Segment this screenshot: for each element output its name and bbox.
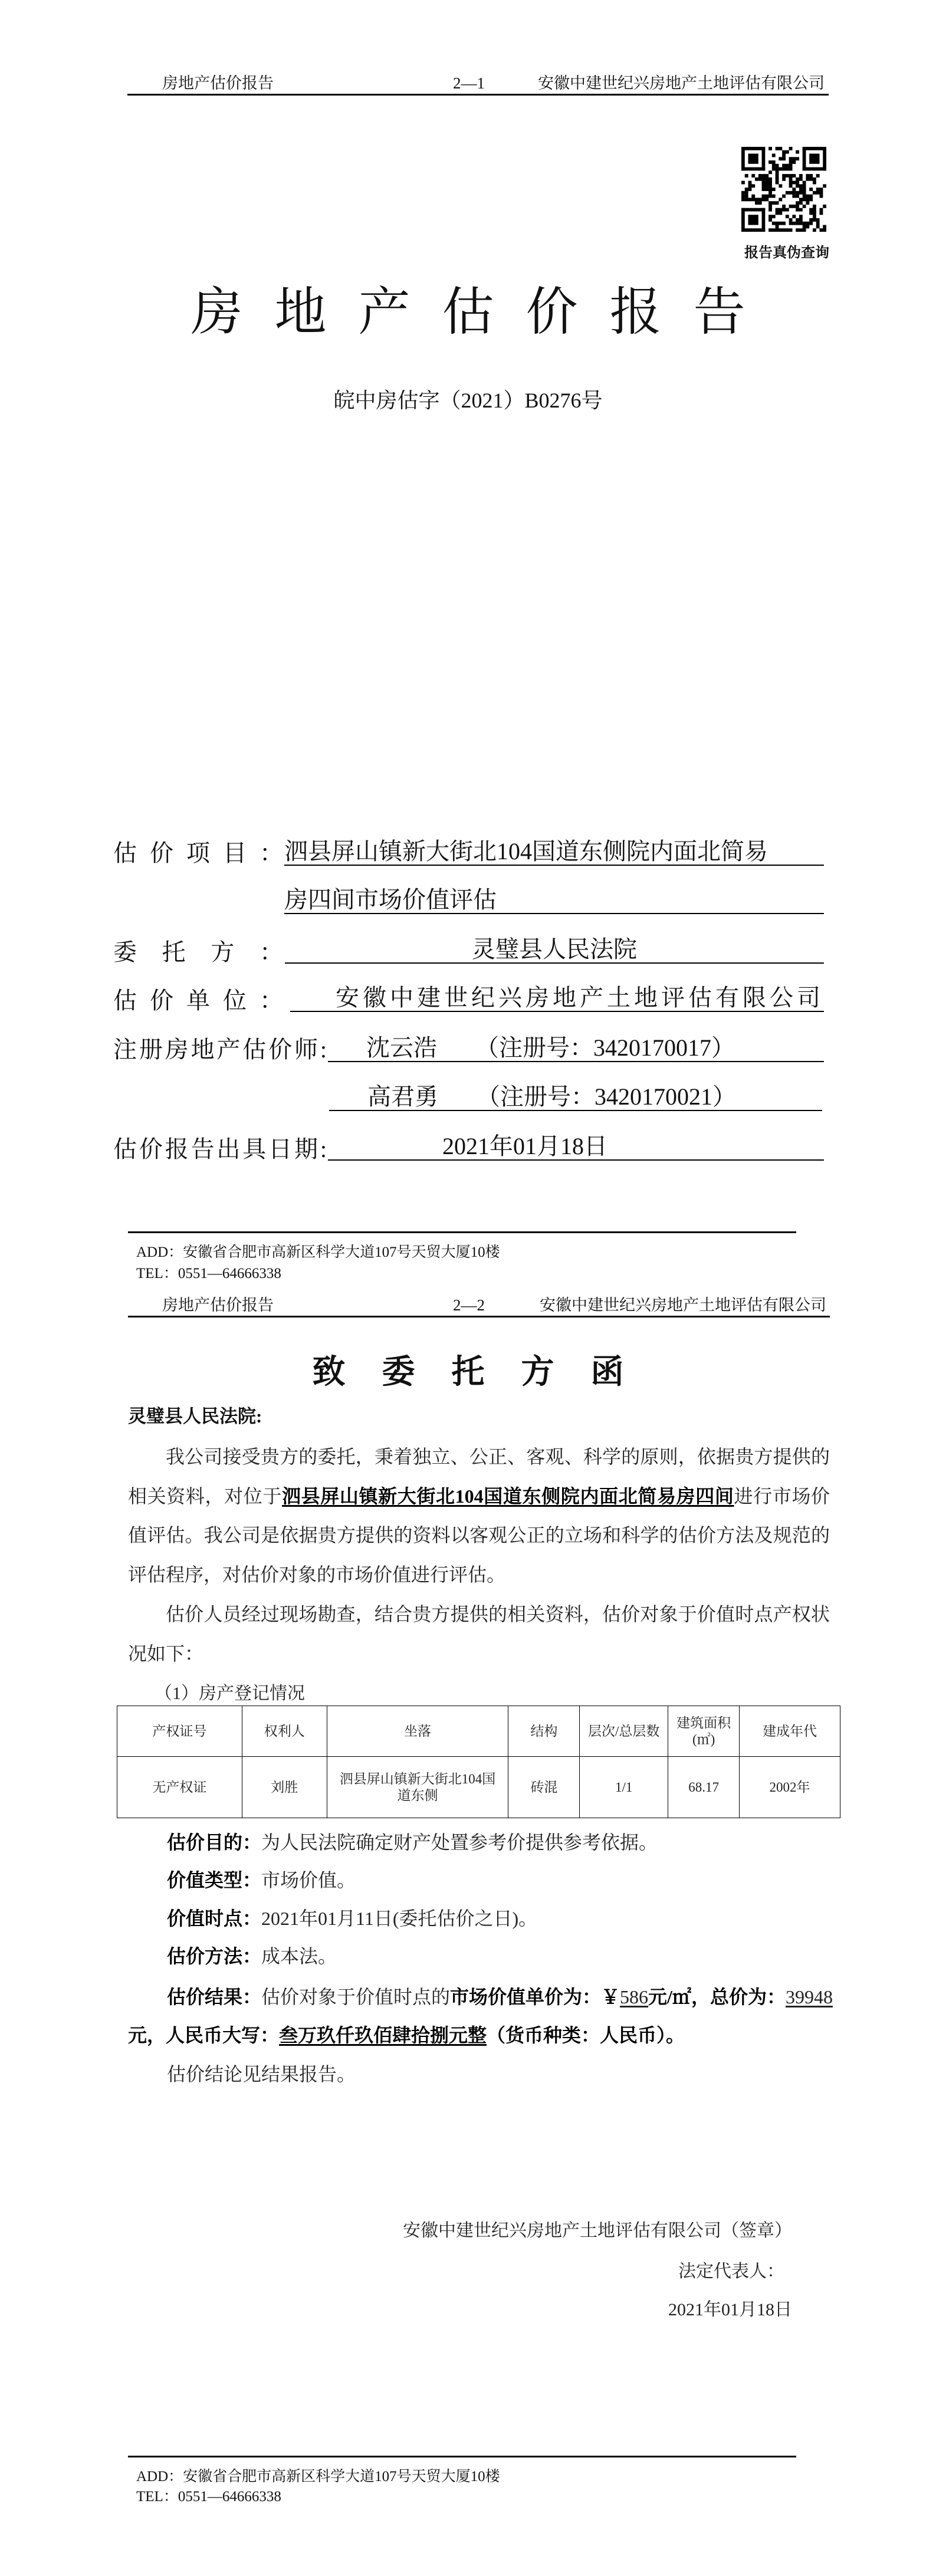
project-label: 估价项目： (113, 840, 283, 866)
intro-text-continued: 进行市场价值评估。我公司是依据贵方提供的资料以客观公正的立场和科学的估价方法及规范的评估程序，对估价对象的市场价值进行评估。 (128, 1485, 830, 1585)
footer-phone: TEL：0551—64666338 (136, 2489, 281, 2505)
header-report-type: 房地产估价报告 (162, 74, 274, 92)
table-cell: 1/1 (580, 1757, 668, 1818)
signature-company: 安徽中建世纪兴房地产土地评估有限公司（签章） (403, 2221, 792, 2240)
appraiser-2-name: 高君勇 (367, 1083, 438, 1110)
report-number: 皖中房估字（2021）B0276号 (333, 389, 603, 412)
letter-title: 致委托方函 (312, 1354, 661, 1391)
col-header: 建筑面积(㎡) (668, 1706, 740, 1757)
table-header-row (117, 1706, 840, 1757)
value-type-value: 市场价值。 (261, 1869, 356, 1891)
header-page-number: 2—1 (453, 74, 485, 92)
col-header: 层次/总层数 (580, 1706, 668, 1757)
section-heading: （1）房产登记情况 (155, 1684, 305, 1703)
header-company: 安徽中建世纪兴房地产土地评估有限公司 (540, 1296, 826, 1314)
report-date-value: 2021年01月18日 (328, 1133, 824, 1161)
intro-text: 我公司接受贵方的委托，秉着独立、公正、客观、科学的原则，依据贵方提供的相关资料，对位于 (128, 1446, 830, 1507)
method-value: 成本法。 (261, 1946, 337, 1967)
qr-code-icon[interactable] (741, 147, 826, 232)
appraisal-unit-value: 安徽中建世纪兴房地产土地评估有限公司 (290, 985, 824, 1012)
footer-divider (128, 1231, 796, 1233)
result-label: 估价结果： (167, 1986, 262, 2007)
footer-address: ADD：安徽省合肥市高新区科学大道107号天贸大厦10楼 (136, 2469, 500, 2485)
total-price-label: 元/㎡，总价为： (648, 1986, 786, 2007)
client-value: 灵璧县人民法院 (285, 937, 824, 964)
col-header: 结构 (508, 1706, 580, 1757)
rmb-words-label: 元，人民币大写： (128, 2025, 280, 2046)
header-company: 安徽中建世纪兴房地产土地评估有限公司 (538, 74, 825, 92)
appraisal-unit-label: 估价单位： (113, 987, 283, 1014)
appraiser-1-name: 沈云浩 (366, 1034, 437, 1061)
appraiser-1-reg: （注册号：3420170017） (475, 1034, 735, 1061)
header-report-type: 房地产估价报告 (162, 1296, 274, 1314)
value-date-item (167, 1907, 537, 1930)
result-words-item (128, 2023, 685, 2047)
conclusion-item: 估价结论见结果报告。 (167, 2064, 356, 2085)
appraiser-1 (328, 1035, 824, 1062)
purpose-item (167, 1831, 658, 1854)
value-type-item (167, 1868, 356, 1892)
purpose-value: 为人民法院确定财产处置参考价提供参考依据。 (261, 1832, 658, 1853)
header-divider (128, 1316, 830, 1317)
result-text: 估价对象于价值时点的 (261, 1986, 451, 2007)
registration-table (117, 1706, 840, 1818)
value-type-label: 价值类型： (167, 1869, 262, 1891)
table-cell: 68.17 (668, 1757, 740, 1818)
property-address: 泗县屏山镇新大街北104国道东侧院内面北简易房四间 (282, 1485, 734, 1507)
footer-phone: TEL：0551—64666338 (136, 1266, 281, 1282)
qr-verify-label: 报告真伪查询 (744, 245, 829, 261)
client-label: 委托方： (113, 939, 283, 965)
table-cell: 刘胜 (242, 1757, 327, 1818)
header-divider (127, 94, 829, 96)
appraiser-label: 注册房地产估价师: (113, 1036, 327, 1063)
method-item (167, 1944, 337, 1968)
footer-divider (128, 2456, 796, 2457)
table-cell: 泗县屏山镇新大街北104国道东侧 (327, 1757, 508, 1818)
col-header: 产权证号 (117, 1706, 242, 1757)
total-price: 39948 (785, 1986, 833, 2007)
total-price-words: 叁万玖仟玖佰肆拾捌元整 (279, 2025, 487, 2046)
intro-paragraph (128, 1437, 830, 1594)
report-title: 房地产估价报告 (191, 284, 777, 341)
result-item (167, 1985, 833, 2009)
project-value-line1: 泗县屏山镇新大街北104国道东侧院内面北简易 (284, 839, 824, 866)
unit-price-label: 市场价值单价为：￥ (450, 1986, 620, 2007)
table-cell: 无产权证 (117, 1757, 242, 1818)
value-date-value: 2021年01月11日(委托估价之日)。 (261, 1908, 538, 1929)
legal-representative-label: 法定代表人： (678, 2262, 784, 2281)
table-cell: 2002年 (740, 1757, 840, 1818)
footer-address: ADD：安徽省合肥市高新区科学大道107号天贸大厦10楼 (136, 1244, 500, 1260)
table-cell: 砖混 (508, 1757, 580, 1818)
project-value-line2: 房四间市场价值评估 (284, 887, 824, 914)
appraiser-2 (329, 1084, 822, 1111)
signature-date: 2021年01月18日 (668, 2300, 792, 2319)
table-row (117, 1757, 840, 1818)
col-header: 坐落 (327, 1706, 508, 1757)
purpose-label: 估价目的： (167, 1832, 262, 1853)
header-page-number: 2—2 (453, 1296, 485, 1314)
unit-price: 586 (620, 1986, 649, 2007)
salutation: 灵璧县人民法院: (128, 1406, 262, 1427)
method-label: 估价方法： (167, 1946, 262, 1967)
col-header: 建成年代 (740, 1706, 840, 1757)
report-date-label: 估价报告出具日期: (113, 1136, 327, 1162)
status-paragraph: 估价人员经过现场勘查，结合贵方提供的相关资料，估价对象于价值时点产权状况如下： (128, 1604, 830, 1664)
col-header: 权利人 (242, 1706, 327, 1757)
currency-note: （货币种类：人民币）。 (487, 2025, 685, 2046)
value-date-label: 价值时点： (167, 1908, 262, 1929)
appraiser-2-reg: （注册号：3420170021） (477, 1083, 736, 1110)
